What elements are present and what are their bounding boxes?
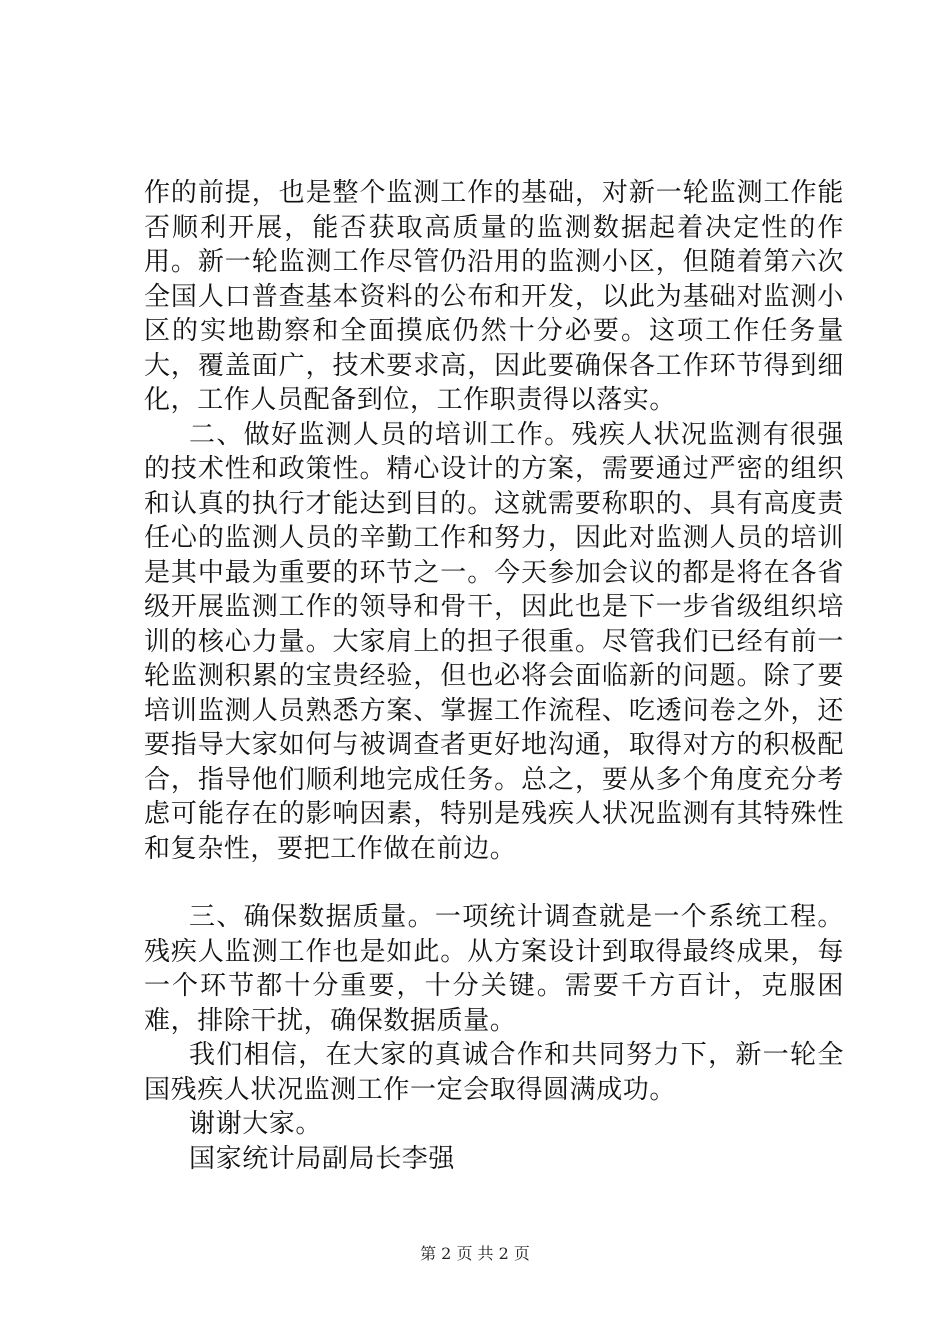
paragraph-gap [144,866,844,900]
paragraph-data-quality: 三、确保数据质量。一项统计调查就是一个系统工程。残疾人监测工作也是如此。从方案设计到取得最终成果，每一个环节都十分重要，十分关键。需要千方百计，克服困难，排除干扰，确保数据质量。 [144,902,844,1036]
paragraph-intro-continuation: 作的前提，也是整个监测工作的基础，对新一轮监测工作能否顺利开展，能否获取高质量的监测数据起着决定性的作用。新一轮监测工作尽管仍沿用的监测小区，但随着第六次全国人口普查基本资料的公布和开发，以此为基础对监测小区的实地勘察和全面摸底仍然十分必要。这项工作任务量大，覆盖面广，技术要求高，因此要确保各工作环节得到细化，工作人员配备到位，工作职责得以落实。 [144,178,844,415]
paragraph-training: 二、做好监测人员的培训工作。残疾人状况监测有很强的技术性和政策性。精心设计的方案，需要通过严密的组织和认真的执行才能达到目的。这就需要称职的、具有高度责任心的监测人员的辛勤工作和努力，因此对监测人员的培训是其中最为重要的环节之一。今天参加会议的都是将在各省级开展监测工作的领导和骨干，因此也是下一步省级组织培训的核心力量。大家肩上的担子很重。尽管我们已经有前一轮监测积累的宝贵经验，但也必将会面临新的问题。除了要培训监测人员熟悉方案、掌握工作流程、吃透问卷之外，还要指导大家如何与被调查者更好地沟通，取得对方的积极配合，指导他们顺利地完成任务。总之，要从多个角度充分考虑可能存在的影响因素，特别是残疾人状况监测有其特殊性和复杂性，要把工作做在前边。 [144,419,844,864]
paragraph-closing: 我们相信，在大家的真诚合作和共同努力下，新一轮全国残疾人状况监测工作一定会取得圆满成功。 [144,1040,844,1105]
signature-line: 国家统计局副局长李强 [189,1143,456,1174]
document-body [144,176,844,1176]
page-footer [0,1243,950,1265]
page-number: 第 2 页 共 2 页 [420,1244,530,1263]
paragraph-thanks: 谢谢大家。 [189,1109,323,1139]
